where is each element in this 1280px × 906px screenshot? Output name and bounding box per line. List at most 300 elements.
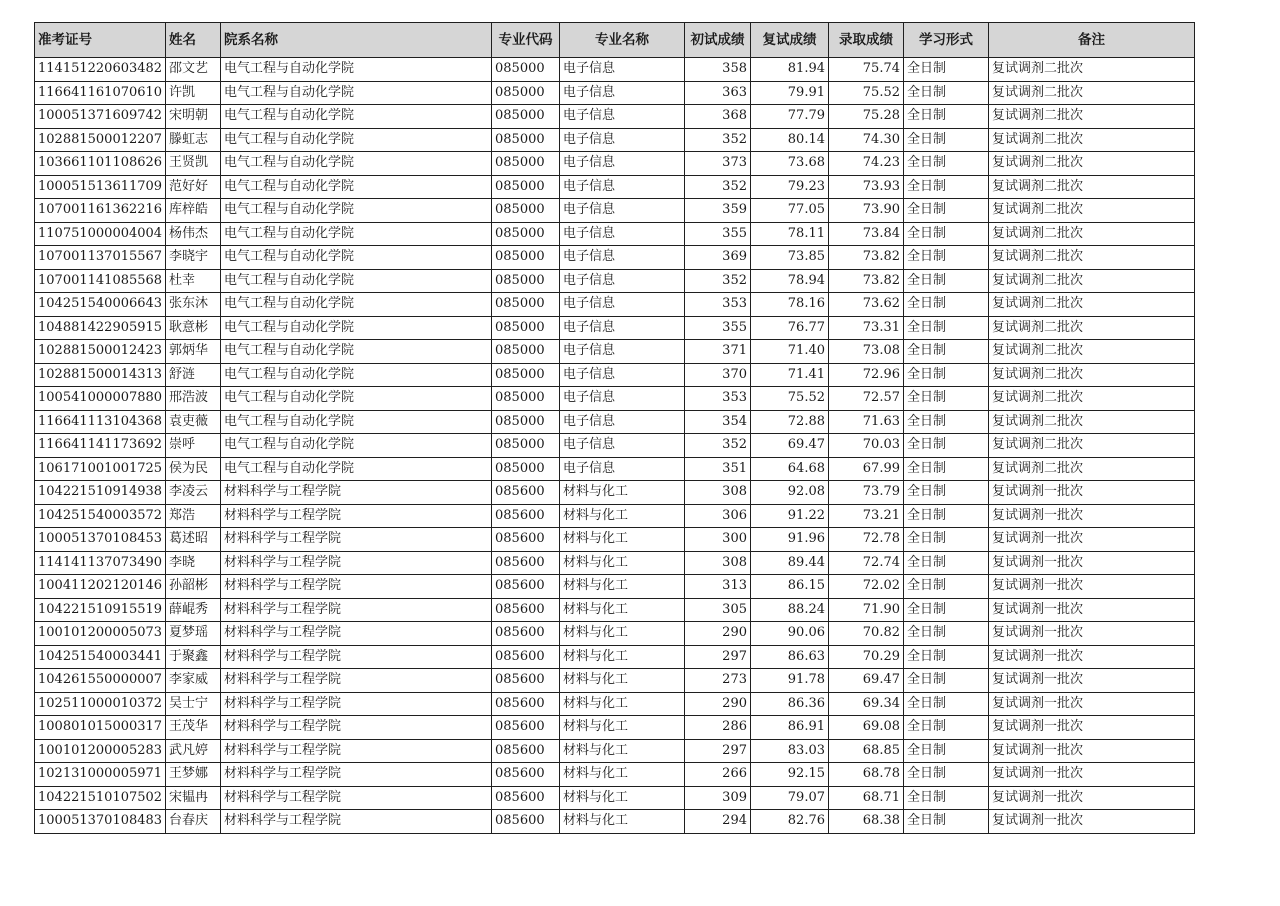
- cell-department: 材料科学与工程学院: [221, 481, 492, 505]
- cell-study-mode: 全日制: [904, 246, 989, 270]
- cell-initial-score: 359: [685, 199, 751, 223]
- cell-retest-score: 73.85: [751, 246, 829, 270]
- cell-major-code: 085600: [492, 645, 560, 669]
- cell-study-mode: 全日制: [904, 58, 989, 82]
- table-row: [35, 575, 1195, 599]
- cell-remarks: 复试调剂一批次: [989, 622, 1195, 646]
- cell-initial-score: 308: [685, 551, 751, 575]
- cell-admission-score: 70.03: [829, 434, 904, 458]
- cell-major-code: 085000: [492, 58, 560, 82]
- cell-exam-id: 100411202120146: [35, 575, 166, 599]
- table-row: [35, 528, 1195, 552]
- cell-name: 李晓: [166, 551, 221, 575]
- cell-major-name: 电子信息: [560, 434, 685, 458]
- cell-major-code: 085600: [492, 481, 560, 505]
- cell-exam-id: 107001141085568: [35, 269, 166, 293]
- cell-major-name: 电子信息: [560, 387, 685, 411]
- cell-exam-id: 104251540006643: [35, 293, 166, 317]
- cell-department: 材料科学与工程学院: [221, 645, 492, 669]
- cell-name: 李家威: [166, 669, 221, 693]
- cell-major-name: 电子信息: [560, 105, 685, 129]
- cell-remarks: 复试调剂二批次: [989, 457, 1195, 481]
- cell-department: 电气工程与自动化学院: [221, 387, 492, 411]
- cell-major-code: 085000: [492, 105, 560, 129]
- cell-major-name: 电子信息: [560, 293, 685, 317]
- cell-major-code: 085600: [492, 739, 560, 763]
- cell-retest-score: 86.36: [751, 692, 829, 716]
- header-admission-score: 录取成绩: [829, 23, 904, 58]
- cell-remarks: 复试调剂一批次: [989, 575, 1195, 599]
- header-name: 姓名: [166, 23, 221, 58]
- cell-name: 吴士宁: [166, 692, 221, 716]
- cell-initial-score: 273: [685, 669, 751, 693]
- cell-admission-score: 75.74: [829, 58, 904, 82]
- cell-admission-score: 73.93: [829, 175, 904, 199]
- cell-name: 于聚鑫: [166, 645, 221, 669]
- cell-remarks: 复试调剂一批次: [989, 692, 1195, 716]
- cell-major-name: 电子信息: [560, 246, 685, 270]
- header-major-code: 专业代码: [492, 23, 560, 58]
- cell-study-mode: 全日制: [904, 340, 989, 364]
- cell-initial-score: 369: [685, 246, 751, 270]
- cell-major-name: 电子信息: [560, 340, 685, 364]
- cell-name: 袁吏薇: [166, 410, 221, 434]
- cell-admission-score: 73.08: [829, 340, 904, 364]
- cell-exam-id: 116641141173692: [35, 434, 166, 458]
- cell-study-mode: 全日制: [904, 504, 989, 528]
- cell-admission-score: 75.52: [829, 81, 904, 105]
- cell-initial-score: 308: [685, 481, 751, 505]
- cell-major-code: 085600: [492, 786, 560, 810]
- cell-remarks: 复试调剂二批次: [989, 434, 1195, 458]
- cell-exam-id: 104221510107502: [35, 786, 166, 810]
- cell-exam-id: 100051370108453: [35, 528, 166, 552]
- table-row: [35, 340, 1195, 364]
- cell-initial-score: 286: [685, 716, 751, 740]
- cell-retest-score: 86.63: [751, 645, 829, 669]
- cell-department: 材料科学与工程学院: [221, 786, 492, 810]
- admission-list-sheet: [34, 22, 1195, 834]
- cell-major-code: 085000: [492, 316, 560, 340]
- cell-study-mode: 全日制: [904, 199, 989, 223]
- cell-major-name: 材料与化工: [560, 692, 685, 716]
- cell-study-mode: 全日制: [904, 528, 989, 552]
- cell-major-code: 085600: [492, 763, 560, 787]
- table-row: [35, 457, 1195, 481]
- cell-major-code: 085000: [492, 457, 560, 481]
- cell-department: 材料科学与工程学院: [221, 716, 492, 740]
- cell-name: 侯为民: [166, 457, 221, 481]
- cell-department: 电气工程与自动化学院: [221, 246, 492, 270]
- cell-admission-score: 72.57: [829, 387, 904, 411]
- cell-major-name: 电子信息: [560, 81, 685, 105]
- cell-retest-score: 91.78: [751, 669, 829, 693]
- cell-admission-score: 72.74: [829, 551, 904, 575]
- cell-remarks: 复试调剂二批次: [989, 152, 1195, 176]
- table-row: [35, 175, 1195, 199]
- cell-retest-score: 89.44: [751, 551, 829, 575]
- cell-name: 库梓皓: [166, 199, 221, 223]
- cell-initial-score: 300: [685, 528, 751, 552]
- cell-major-name: 电子信息: [560, 175, 685, 199]
- cell-major-name: 材料与化工: [560, 622, 685, 646]
- cell-initial-score: 352: [685, 128, 751, 152]
- cell-admission-score: 72.02: [829, 575, 904, 599]
- cell-initial-score: 290: [685, 692, 751, 716]
- cell-admission-score: 72.96: [829, 363, 904, 387]
- cell-remarks: 复试调剂二批次: [989, 246, 1195, 270]
- cell-study-mode: 全日制: [904, 669, 989, 693]
- cell-department: 电气工程与自动化学院: [221, 457, 492, 481]
- table-row: [35, 199, 1195, 223]
- cell-name: 范好好: [166, 175, 221, 199]
- cell-exam-id: 104221510914938: [35, 481, 166, 505]
- table-row: [35, 81, 1195, 105]
- cell-department: 电气工程与自动化学院: [221, 175, 492, 199]
- cell-admission-score: 75.28: [829, 105, 904, 129]
- cell-remarks: 复试调剂一批次: [989, 598, 1195, 622]
- cell-admission-score: 73.90: [829, 199, 904, 223]
- header-retest-score: 复试成绩: [751, 23, 829, 58]
- cell-remarks: 复试调剂二批次: [989, 410, 1195, 434]
- cell-major-code: 085000: [492, 363, 560, 387]
- cell-study-mode: 全日制: [904, 622, 989, 646]
- cell-retest-score: 80.14: [751, 128, 829, 152]
- cell-retest-score: 75.52: [751, 387, 829, 411]
- table-row: [35, 645, 1195, 669]
- cell-initial-score: 266: [685, 763, 751, 787]
- cell-study-mode: 全日制: [904, 551, 989, 575]
- header-row: [35, 23, 1195, 58]
- cell-initial-score: 313: [685, 575, 751, 599]
- cell-retest-score: 92.15: [751, 763, 829, 787]
- cell-exam-id: 116641113104368: [35, 410, 166, 434]
- cell-remarks: 复试调剂二批次: [989, 199, 1195, 223]
- cell-initial-score: 355: [685, 316, 751, 340]
- cell-major-name: 电子信息: [560, 222, 685, 246]
- cell-initial-score: 305: [685, 598, 751, 622]
- table-row: [35, 293, 1195, 317]
- cell-study-mode: 全日制: [904, 739, 989, 763]
- cell-initial-score: 297: [685, 645, 751, 669]
- cell-major-code: 085000: [492, 293, 560, 317]
- cell-study-mode: 全日制: [904, 316, 989, 340]
- cell-retest-score: 86.91: [751, 716, 829, 740]
- table-row: [35, 246, 1195, 270]
- table-row: [35, 269, 1195, 293]
- cell-major-name: 材料与化工: [560, 716, 685, 740]
- cell-retest-score: 69.47: [751, 434, 829, 458]
- cell-admission-score: 69.34: [829, 692, 904, 716]
- cell-department: 材料科学与工程学院: [221, 575, 492, 599]
- cell-department: 电气工程与自动化学院: [221, 316, 492, 340]
- cell-exam-id: 100101200005283: [35, 739, 166, 763]
- cell-name: 王茂华: [166, 716, 221, 740]
- cell-remarks: 复试调剂一批次: [989, 716, 1195, 740]
- table-row: [35, 504, 1195, 528]
- cell-exam-id: 106171001001725: [35, 457, 166, 481]
- cell-study-mode: 全日制: [904, 457, 989, 481]
- cell-admission-score: 69.47: [829, 669, 904, 693]
- cell-remarks: 复试调剂一批次: [989, 739, 1195, 763]
- cell-remarks: 复试调剂二批次: [989, 81, 1195, 105]
- table-body: [35, 58, 1195, 834]
- cell-study-mode: 全日制: [904, 293, 989, 317]
- cell-major-name: 材料与化工: [560, 786, 685, 810]
- cell-department: 电气工程与自动化学院: [221, 128, 492, 152]
- cell-major-name: 电子信息: [560, 410, 685, 434]
- cell-department: 电气工程与自动化学院: [221, 363, 492, 387]
- cell-department: 电气工程与自动化学院: [221, 269, 492, 293]
- cell-major-name: 电子信息: [560, 128, 685, 152]
- table-row: [35, 622, 1195, 646]
- cell-study-mode: 全日制: [904, 786, 989, 810]
- cell-name: 滕虹志: [166, 128, 221, 152]
- cell-initial-score: 290: [685, 622, 751, 646]
- cell-major-code: 085600: [492, 716, 560, 740]
- cell-study-mode: 全日制: [904, 152, 989, 176]
- table-row: [35, 739, 1195, 763]
- cell-major-code: 085000: [492, 387, 560, 411]
- cell-admission-score: 68.78: [829, 763, 904, 787]
- cell-study-mode: 全日制: [904, 175, 989, 199]
- cell-study-mode: 全日制: [904, 763, 989, 787]
- cell-admission-score: 72.78: [829, 528, 904, 552]
- cell-admission-score: 71.90: [829, 598, 904, 622]
- cell-major-name: 材料与化工: [560, 810, 685, 834]
- cell-initial-score: 370: [685, 363, 751, 387]
- cell-exam-id: 114151220603482: [35, 58, 166, 82]
- cell-major-name: 材料与化工: [560, 645, 685, 669]
- cell-department: 材料科学与工程学院: [221, 504, 492, 528]
- cell-initial-score: 351: [685, 457, 751, 481]
- table-row: [35, 716, 1195, 740]
- cell-major-code: 085000: [492, 222, 560, 246]
- cell-department: 材料科学与工程学院: [221, 810, 492, 834]
- cell-department: 材料科学与工程学院: [221, 528, 492, 552]
- cell-initial-score: 355: [685, 222, 751, 246]
- cell-name: 邢浩波: [166, 387, 221, 411]
- cell-remarks: 复试调剂一批次: [989, 669, 1195, 693]
- cell-admission-score: 70.29: [829, 645, 904, 669]
- cell-exam-id: 100101200005073: [35, 622, 166, 646]
- table-row: [35, 128, 1195, 152]
- cell-major-name: 材料与化工: [560, 504, 685, 528]
- cell-name: 杜幸: [166, 269, 221, 293]
- cell-major-code: 085000: [492, 269, 560, 293]
- cell-department: 材料科学与工程学院: [221, 622, 492, 646]
- cell-retest-score: 92.08: [751, 481, 829, 505]
- cell-department: 电气工程与自动化学院: [221, 152, 492, 176]
- cell-name: 李晓宇: [166, 246, 221, 270]
- cell-department: 电气工程与自动化学院: [221, 340, 492, 364]
- cell-remarks: 复试调剂一批次: [989, 504, 1195, 528]
- cell-name: 王贤凯: [166, 152, 221, 176]
- cell-major-code: 085600: [492, 551, 560, 575]
- cell-remarks: 复试调剂一批次: [989, 810, 1195, 834]
- cell-major-name: 材料与化工: [560, 551, 685, 575]
- cell-retest-score: 76.77: [751, 316, 829, 340]
- cell-study-mode: 全日制: [904, 434, 989, 458]
- cell-major-code: 085600: [492, 504, 560, 528]
- cell-name: 许凯: [166, 81, 221, 105]
- cell-remarks: 复试调剂二批次: [989, 175, 1195, 199]
- cell-remarks: 复试调剂一批次: [989, 645, 1195, 669]
- cell-admission-score: 73.62: [829, 293, 904, 317]
- cell-study-mode: 全日制: [904, 810, 989, 834]
- table-row: [35, 222, 1195, 246]
- cell-initial-score: 371: [685, 340, 751, 364]
- cell-exam-id: 110751000004004: [35, 222, 166, 246]
- header-major-name: 专业名称: [560, 23, 685, 58]
- cell-major-name: 电子信息: [560, 363, 685, 387]
- cell-name: 薛崐秀: [166, 598, 221, 622]
- table-row: [35, 363, 1195, 387]
- cell-retest-score: 78.94: [751, 269, 829, 293]
- cell-major-code: 085000: [492, 434, 560, 458]
- cell-remarks: 复试调剂一批次: [989, 763, 1195, 787]
- cell-retest-score: 79.07: [751, 786, 829, 810]
- cell-retest-score: 79.23: [751, 175, 829, 199]
- cell-remarks: 复试调剂二批次: [989, 316, 1195, 340]
- cell-exam-id: 102881500014313: [35, 363, 166, 387]
- cell-retest-score: 71.40: [751, 340, 829, 364]
- cell-remarks: 复试调剂一批次: [989, 786, 1195, 810]
- cell-department: 材料科学与工程学院: [221, 763, 492, 787]
- cell-remarks: 复试调剂一批次: [989, 528, 1195, 552]
- cell-department: 电气工程与自动化学院: [221, 222, 492, 246]
- cell-retest-score: 81.94: [751, 58, 829, 82]
- cell-major-name: 材料与化工: [560, 669, 685, 693]
- cell-major-code: 085600: [492, 622, 560, 646]
- cell-exam-id: 100801015000317: [35, 716, 166, 740]
- cell-name: 葛述昭: [166, 528, 221, 552]
- cell-remarks: 复试调剂一批次: [989, 551, 1195, 575]
- cell-initial-score: 309: [685, 786, 751, 810]
- cell-admission-score: 74.23: [829, 152, 904, 176]
- cell-major-code: 085600: [492, 810, 560, 834]
- header-department: 院系名称: [221, 23, 492, 58]
- cell-retest-score: 71.41: [751, 363, 829, 387]
- cell-exam-id: 100051371609742: [35, 105, 166, 129]
- cell-retest-score: 78.16: [751, 293, 829, 317]
- cell-retest-score: 73.68: [751, 152, 829, 176]
- cell-retest-score: 82.76: [751, 810, 829, 834]
- cell-initial-score: 358: [685, 58, 751, 82]
- cell-retest-score: 83.03: [751, 739, 829, 763]
- cell-name: 郭炳华: [166, 340, 221, 364]
- cell-remarks: 复试调剂二批次: [989, 363, 1195, 387]
- cell-retest-score: 77.05: [751, 199, 829, 223]
- cell-initial-score: 368: [685, 105, 751, 129]
- cell-initial-score: 353: [685, 387, 751, 411]
- cell-major-code: 085000: [492, 128, 560, 152]
- cell-name: 李凌云: [166, 481, 221, 505]
- cell-admission-score: 73.79: [829, 481, 904, 505]
- cell-initial-score: 353: [685, 293, 751, 317]
- cell-major-name: 电子信息: [560, 152, 685, 176]
- cell-name: 郑浩: [166, 504, 221, 528]
- cell-remarks: 复试调剂二批次: [989, 340, 1195, 364]
- cell-exam-id: 116641161070610: [35, 81, 166, 105]
- cell-remarks: 复试调剂二批次: [989, 128, 1195, 152]
- table-row: [35, 434, 1195, 458]
- cell-remarks: 复试调剂二批次: [989, 293, 1195, 317]
- table-row: [35, 669, 1195, 693]
- admission-table: [34, 22, 1195, 834]
- cell-admission-score: 68.71: [829, 786, 904, 810]
- cell-retest-score: 78.11: [751, 222, 829, 246]
- cell-admission-score: 73.82: [829, 269, 904, 293]
- cell-major-code: 085600: [492, 692, 560, 716]
- cell-exam-id: 107001137015567: [35, 246, 166, 270]
- cell-name: 王梦娜: [166, 763, 221, 787]
- table-row: [35, 387, 1195, 411]
- cell-retest-score: 88.24: [751, 598, 829, 622]
- header-initial-score: 初试成绩: [685, 23, 751, 58]
- cell-remarks: 复试调剂一批次: [989, 481, 1195, 505]
- cell-admission-score: 74.30: [829, 128, 904, 152]
- cell-study-mode: 全日制: [904, 363, 989, 387]
- cell-name: 宋韫冉: [166, 786, 221, 810]
- cell-department: 电气工程与自动化学院: [221, 293, 492, 317]
- cell-exam-id: 104881422905915: [35, 316, 166, 340]
- cell-exam-id: 103661101108626: [35, 152, 166, 176]
- cell-initial-score: 352: [685, 434, 751, 458]
- cell-initial-score: 306: [685, 504, 751, 528]
- cell-admission-score: 67.99: [829, 457, 904, 481]
- cell-major-code: 085000: [492, 199, 560, 223]
- cell-exam-id: 100541000007880: [35, 387, 166, 411]
- cell-department: 材料科学与工程学院: [221, 551, 492, 575]
- table-row: [35, 810, 1195, 834]
- cell-major-name: 电子信息: [560, 457, 685, 481]
- cell-major-name: 电子信息: [560, 58, 685, 82]
- cell-remarks: 复试调剂二批次: [989, 222, 1195, 246]
- table-row: [35, 316, 1195, 340]
- cell-retest-score: 86.15: [751, 575, 829, 599]
- cell-exam-id: 107001161362216: [35, 199, 166, 223]
- cell-exam-id: 102131000005971: [35, 763, 166, 787]
- cell-department: 电气工程与自动化学院: [221, 199, 492, 223]
- cell-department: 电气工程与自动化学院: [221, 81, 492, 105]
- table-row: [35, 58, 1195, 82]
- cell-study-mode: 全日制: [904, 81, 989, 105]
- cell-department: 电气工程与自动化学院: [221, 410, 492, 434]
- table-row: [35, 598, 1195, 622]
- table-row: [35, 105, 1195, 129]
- cell-exam-id: 114141137073490: [35, 551, 166, 575]
- cell-exam-id: 100051513611709: [35, 175, 166, 199]
- cell-remarks: 复试调剂二批次: [989, 105, 1195, 129]
- cell-major-code: 085000: [492, 81, 560, 105]
- cell-study-mode: 全日制: [904, 410, 989, 434]
- cell-admission-score: 68.85: [829, 739, 904, 763]
- cell-name: 舒涟: [166, 363, 221, 387]
- cell-major-name: 材料与化工: [560, 481, 685, 505]
- table-row: [35, 786, 1195, 810]
- table-row: [35, 481, 1195, 505]
- cell-admission-score: 73.84: [829, 222, 904, 246]
- cell-study-mode: 全日制: [904, 598, 989, 622]
- cell-exam-id: 104251540003441: [35, 645, 166, 669]
- cell-exam-id: 102511000010372: [35, 692, 166, 716]
- cell-name: 宋明朝: [166, 105, 221, 129]
- cell-name: 张东沐: [166, 293, 221, 317]
- cell-name: 邵文艺: [166, 58, 221, 82]
- cell-department: 材料科学与工程学院: [221, 692, 492, 716]
- cell-name: 崇呼: [166, 434, 221, 458]
